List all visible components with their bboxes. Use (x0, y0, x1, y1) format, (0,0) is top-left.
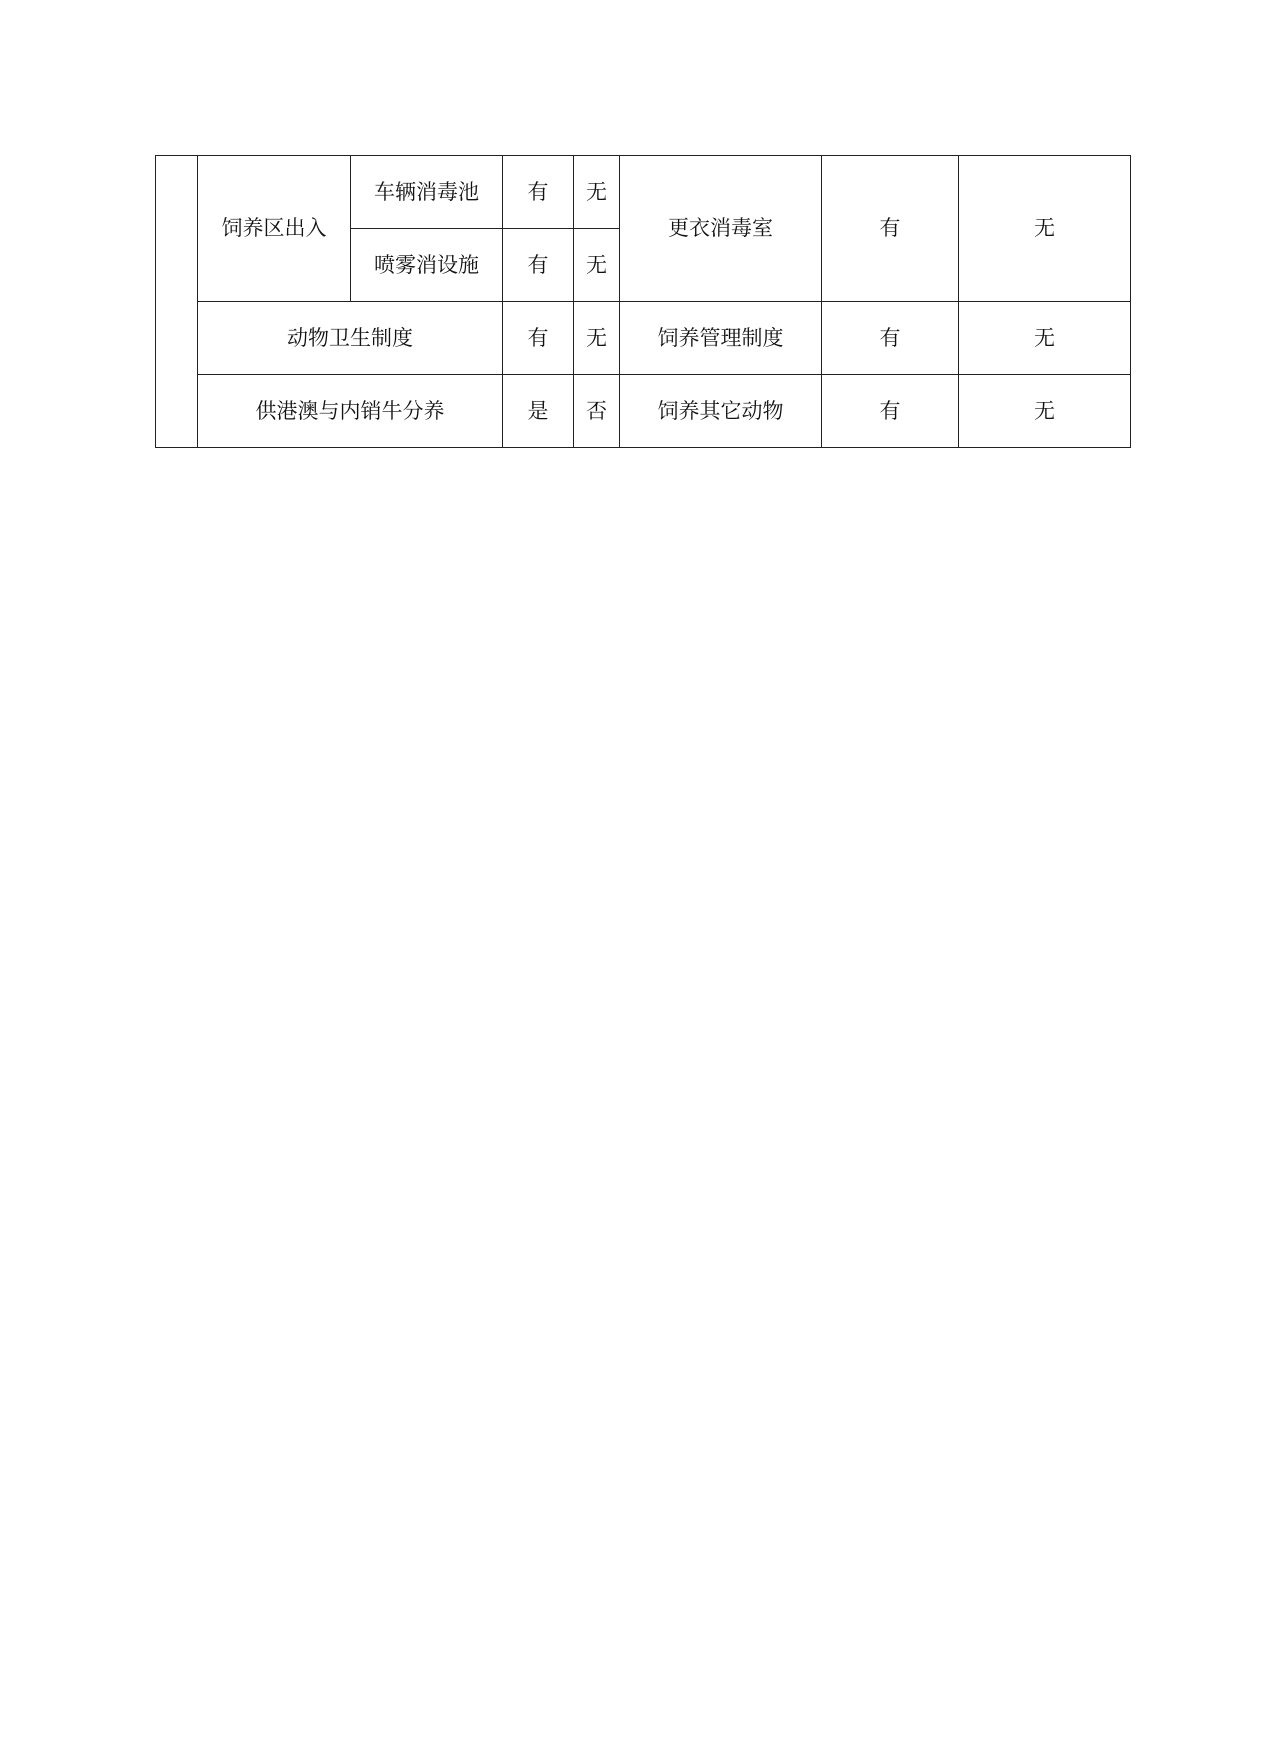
table-row (156, 156, 1131, 229)
table-row (156, 302, 1131, 375)
spray-facility-no-option[interactable]: 无 (574, 229, 620, 302)
vehicle-pool-yes-option[interactable]: 有 (503, 156, 574, 229)
spray-facility-yes-option[interactable]: 有 (503, 229, 574, 302)
entry-label: 饲养区出入 (198, 156, 351, 302)
changing-room-yes-option[interactable]: 有 (822, 156, 959, 302)
animal-health-policy-yes-option[interactable]: 有 (503, 302, 574, 375)
inspection-table (155, 155, 1131, 448)
changing-room-no-option[interactable]: 无 (959, 156, 1131, 302)
feeding-management-policy-label: 饲养管理制度 (620, 302, 822, 375)
vehicle-pool-no-option[interactable]: 无 (574, 156, 620, 229)
category-cell (156, 156, 198, 448)
separate-rearing-no-option[interactable]: 否 (574, 375, 620, 448)
animal-health-policy-no-option[interactable]: 无 (574, 302, 620, 375)
animal-health-policy-label: 动物卫生制度 (198, 302, 503, 375)
separate-rearing-label: 供港澳与内销牛分养 (198, 375, 503, 448)
other-animals-no-option[interactable]: 无 (959, 375, 1131, 448)
table-row (156, 375, 1131, 448)
separate-rearing-yes-option[interactable]: 是 (503, 375, 574, 448)
other-animals-yes-option[interactable]: 有 (822, 375, 959, 448)
feeding-management-policy-yes-option[interactable]: 有 (822, 302, 959, 375)
vehicle-pool-label: 车辆消毒池 (351, 156, 503, 229)
other-animals-label: 饲养其它动物 (620, 375, 822, 448)
changing-room-label: 更衣消毒室 (620, 156, 822, 302)
spray-facility-label: 喷雾消设施 (351, 229, 503, 302)
feeding-management-policy-no-option[interactable]: 无 (959, 302, 1131, 375)
